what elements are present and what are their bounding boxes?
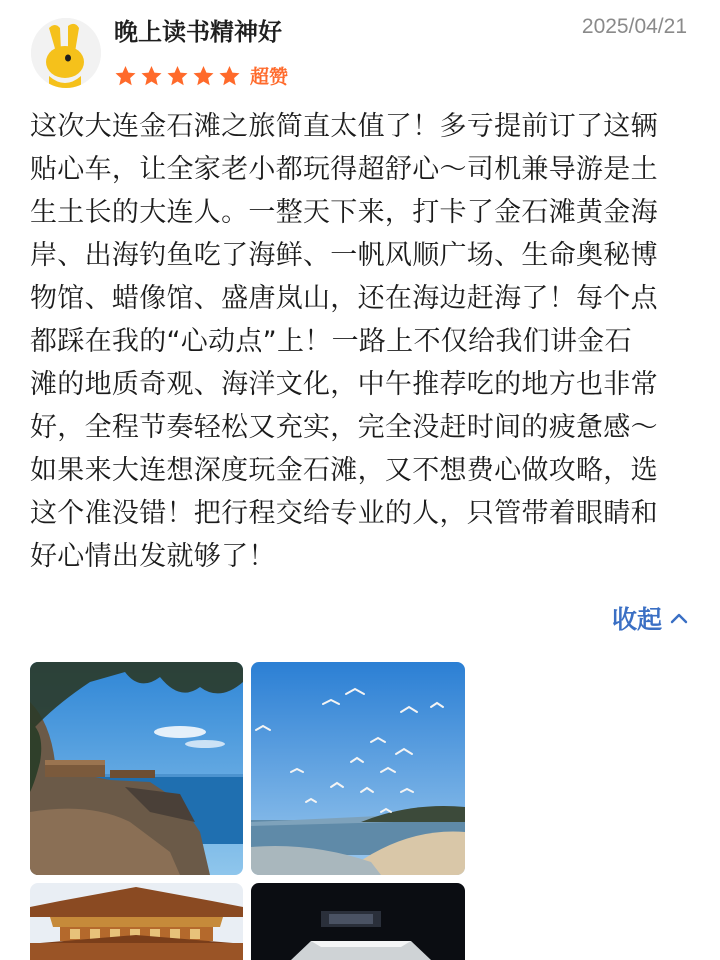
- review-line: 岸、出海钓鱼吃了海鲜、一帆风顺广场、生命奥秘博: [30, 240, 658, 271]
- coastal-cliff-pavilion-photo[interactable]: [30, 662, 243, 875]
- star-rating: [114, 65, 244, 87]
- review-line: 贴心车，让全家老小都玩得超舒心～司机兼导游是土: [30, 154, 658, 185]
- rating: [114, 62, 288, 89]
- golden-pagoda-photo[interactable]: [30, 883, 243, 960]
- review-line: 如果来大连想深度玩金石滩，又不想费心做攻略，选: [30, 455, 658, 486]
- star-icon: [114, 65, 137, 87]
- review-date: 2025/04/21: [581, 15, 687, 38]
- review-line: 好，全程节奏轻松又充实，完全没赶时间的疲惫感～: [30, 412, 658, 443]
- rating-label: 超赞: [250, 66, 289, 88]
- review-line: 好心情出发就够了！: [30, 541, 276, 572]
- chevron-up-icon: [670, 612, 688, 624]
- star-icon: [192, 65, 215, 87]
- collapse-button[interactable]: [612, 600, 688, 636]
- collapse-label: 收起: [611, 605, 662, 634]
- seagulls-beach-photo[interactable]: [251, 662, 465, 875]
- avatar[interactable]: [31, 18, 101, 88]
- review-line: 生土长的大连人。一整天下来，打卡了金石滩黄金海: [30, 197, 658, 228]
- dark-interior-photo[interactable]: [251, 883, 465, 960]
- star-icon: [166, 65, 189, 87]
- star-icon: [140, 65, 163, 87]
- review-line: 这次大连金石滩之旅简直太值了！多亏提前订了这辆: [30, 111, 658, 142]
- review-line: 物馆、蜡像馆、盛唐岚山，还在海边赶海了！每个点: [30, 283, 658, 314]
- review-text: [30, 105, 700, 578]
- review-line: 滩的地质奇观、海洋文化，中午推荐吃的地方也非常: [30, 369, 658, 400]
- review-line: 这个准没错！把行程交给专业的人，只管带着眼睛和: [30, 498, 658, 529]
- username[interactable]: 晚上读书精神好: [114, 18, 282, 46]
- review-line: 都踩在我的“心动点”上！一路上不仅给我们讲金石: [30, 326, 632, 357]
- star-icon: [218, 65, 241, 87]
- yellow-rabbit-mascot-icon: [31, 18, 101, 88]
